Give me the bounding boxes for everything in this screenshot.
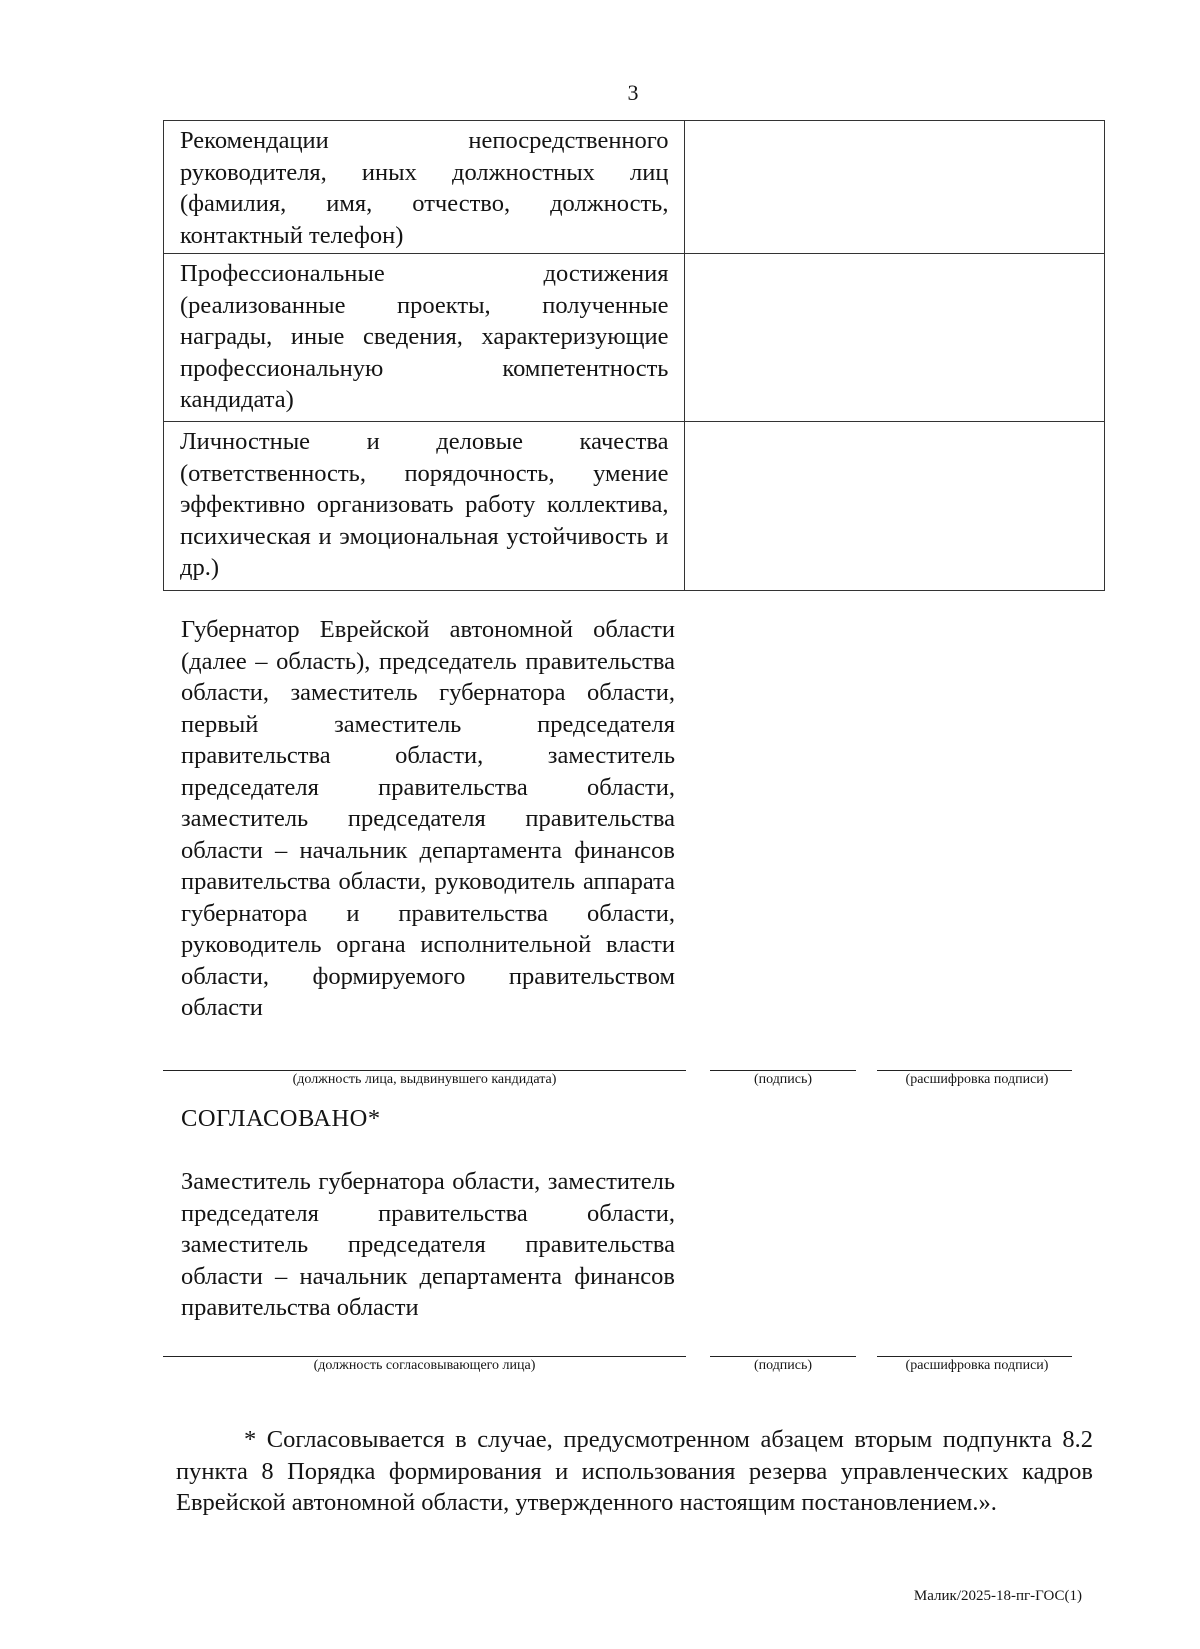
- row-value-recommendations: [685, 121, 1105, 254]
- approval-position-caption: (должность согласовывающего лица): [313, 1358, 536, 1373]
- row-value-qualities: [685, 422, 1105, 591]
- approval-decoding-line: [877, 1356, 1072, 1357]
- nominator-signature-line: [710, 1070, 856, 1071]
- footnote: * Согласовывается в случае, предусмотренном абзацем вторым подпункта 8.2 пункта 8 Порядка формирования и использования резерва управленческих кадров Еврейской автономной области, утвержденного настоящим постановлением.».: [176, 1426, 1093, 1516]
- approval-position-line: [163, 1356, 686, 1357]
- nominator-signature-caption: (подпись): [753, 1072, 813, 1087]
- criteria-table: [163, 120, 1105, 591]
- approval-signature-caption: (подпись): [753, 1358, 813, 1373]
- nominator-decoding-line: [877, 1070, 1072, 1071]
- approval-heading: СОГЛАСОВАНО*: [181, 1105, 381, 1132]
- document-code: Малик/2025-18-пг-ГОС(1): [913, 1588, 1082, 1604]
- table-row: [164, 422, 1105, 591]
- table-row: [164, 254, 1105, 422]
- nominator-position-line: [163, 1070, 686, 1071]
- approval-signature-line: [710, 1356, 856, 1357]
- approval-position-text: Заместитель губернатора области, заместитель председателя правительства области, заместитель председателя правительства области – начальник департамента финансов правительства области: [181, 1168, 675, 1321]
- row-label-recommendations: Рекомендации непосредственного руководителя, иных должностных лиц (фамилия, имя, отчество, должность, контактный телефон): [164, 121, 685, 254]
- nominator-position-caption: (должность лица, выдвинувшего кандидата): [292, 1072, 557, 1087]
- approval-decoding-caption: (расшифровка подписи): [905, 1358, 1049, 1373]
- row-value-achievements: [685, 254, 1105, 422]
- row-label-qualities: Личностные и деловые качества (ответственность, порядочность, умение эффективно организовать работу коллектива, психическая и эмоциональная устойчивость и др.): [164, 422, 685, 591]
- nominator-position-text: Губернатор Еврейской автономной области (далее – область), председатель правительства области, заместитель губернатора области, первый заместитель председателя правительства области, заместитель председателя правительства области, заместитель председателя правительства области – начальник департамента финансов правительства области, руководитель аппарата губернатора и правительства области, руководитель органа исполнительной власти области, формируемого правительством области: [181, 616, 675, 1021]
- page-number: 3: [627, 80, 639, 105]
- table-row: [164, 121, 1105, 254]
- nominator-decoding-caption: (расшифровка подписи): [905, 1072, 1049, 1087]
- row-label-achievements: Профессиональные достижения (реализованные проекты, полученные награды, иные сведения, характеризующие профессиональную компетентность кандидата): [164, 254, 685, 422]
